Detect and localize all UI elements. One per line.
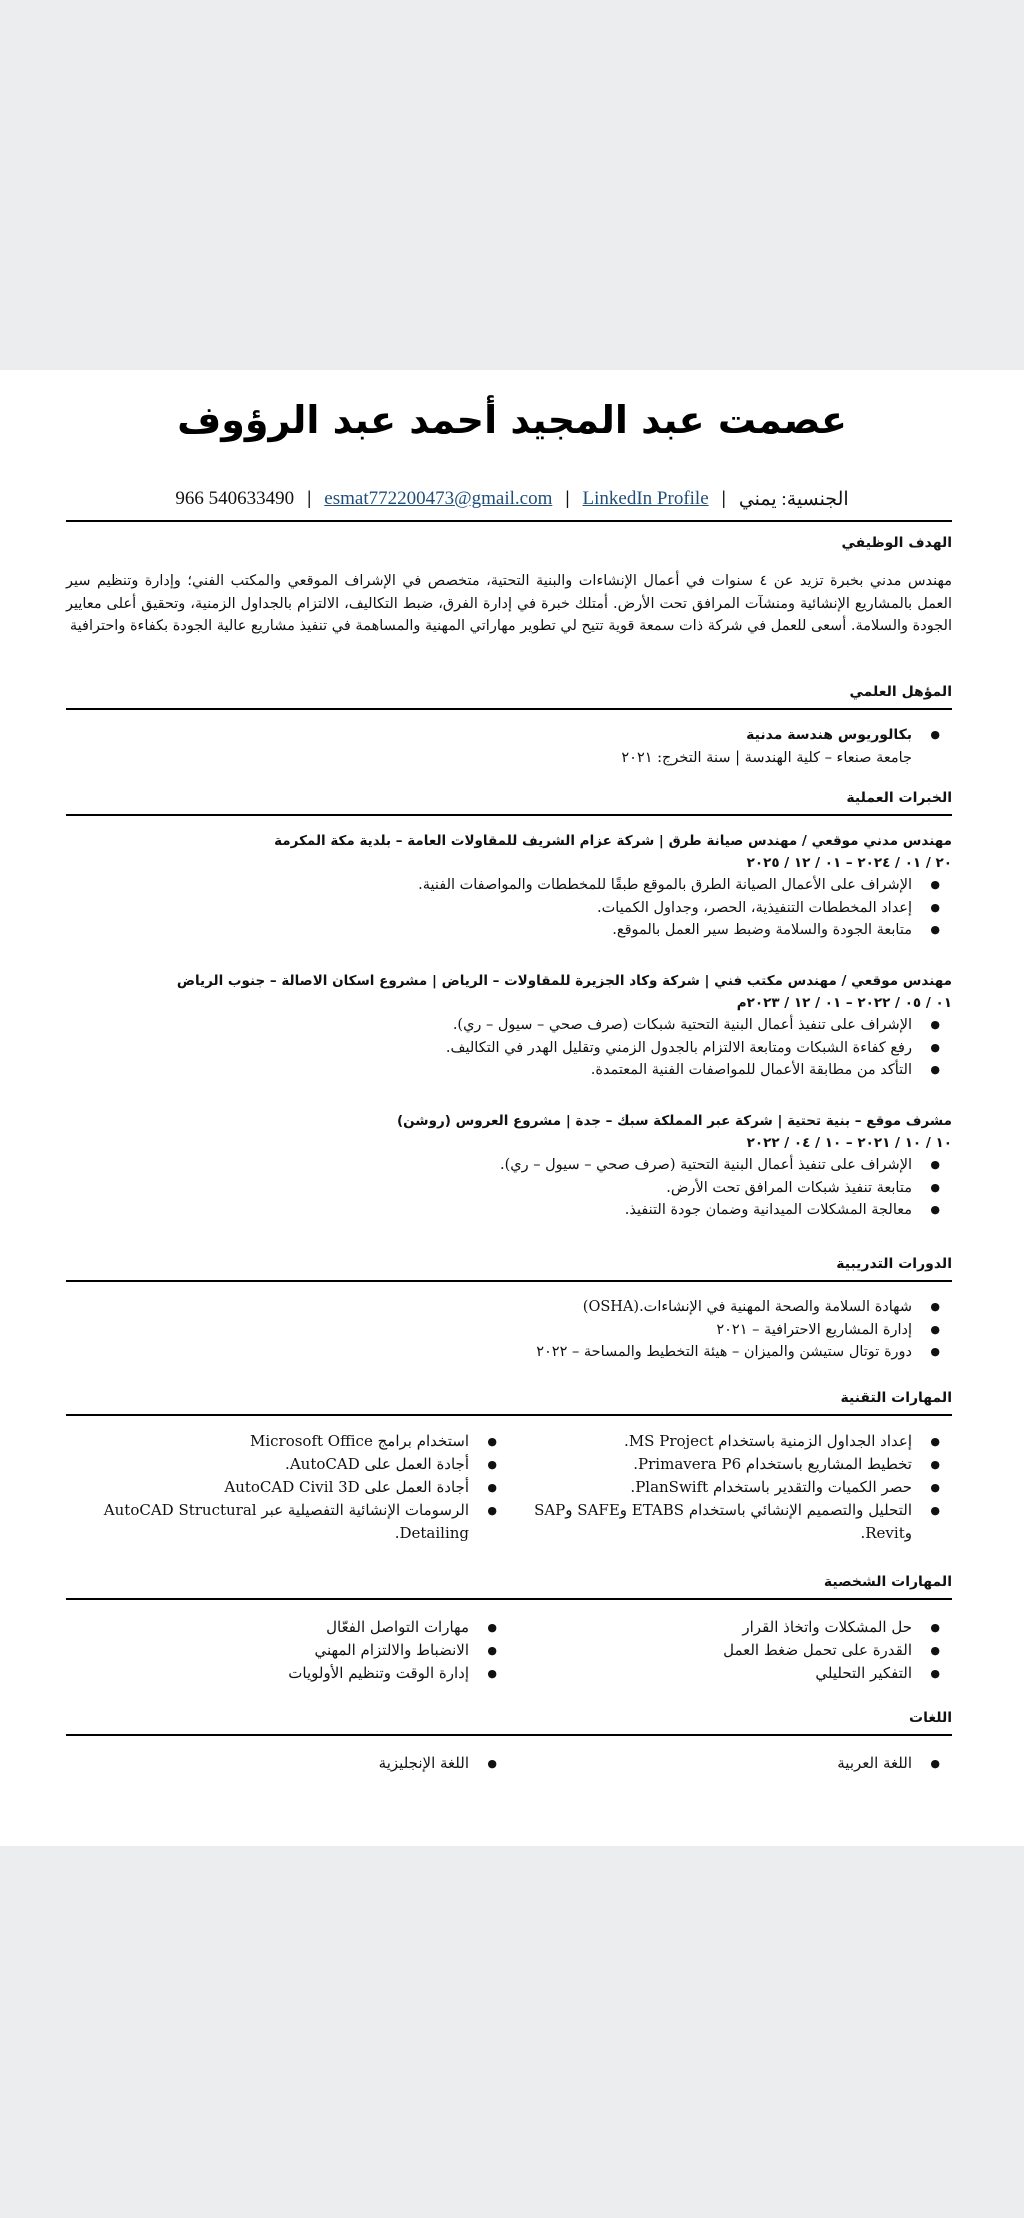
education-title: المؤهل العلمي <box>849 684 952 700</box>
degree: ● بكالوريوس هندسة مدنية <box>746 727 912 743</box>
list-item: ● معالجة المشكلات الميدانية وضمان جودة التنفيذ. <box>66 1199 952 1222</box>
phone-number: 966 540633490 <box>175 488 295 509</box>
list-item: ● دورة توتال ستيشن والميزان – هيئة التخطيط والمساحة – ٢٠٢٢ <box>66 1341 952 1364</box>
list-item: ● أجادة العمل على AutoCAD. <box>66 1453 509 1476</box>
list-item: ● متابعة تنفيذ شبكات المرافق تحت الأرض. <box>66 1177 952 1200</box>
languages <box>66 1752 952 1775</box>
technical-skills <box>66 1430 952 1545</box>
job-title: مهندس مدني موقعي / مهندس صيانة طرق | شركة عزام الشريف للمقاولات العامة – بلدية مكة المكرمة <box>274 833 952 849</box>
list-item <box>66 724 952 769</box>
list-item: ● إدارة الوقت وتنظيم الأولويات <box>66 1662 509 1685</box>
personal-skills <box>66 1616 952 1685</box>
list-item: ● استخدام برامج Microsoft Office <box>66 1430 509 1453</box>
divider <box>66 814 952 816</box>
summary-text: مهندس مدني بخبرة تزيد عن ٤ سنوات في أعمال الإنشاءات والبنية التحتية، متخصص في الإشراف الموقعي والمكتب الفني؛ وإدارة وتنظيم سير العمل بالمشاريع الإنشائية ومنشآت المرافق تحت الأرض. أمتلك خبرة في إدارة الفرق، ضبط التكاليف، الالتزام بالجداول الزمنية، وتحقيق أعلى معايير الجودة والسلامة. أسعى للعمل في شركة ذات سمعة قوية تتيح لي تطوير مهاراتي المهنية والمساهمة في تنفيذ مشاريع عالية الجودة بكفاءة واحترافية <box>66 573 952 634</box>
job-entry <box>66 970 952 1082</box>
job-title: مهندس موقعي / مهندس مكتب فني | شركة وكاد الجزيرة للمقاولات – الرياض | مشروع اسكان الاصالة – جنوب الرياض <box>176 973 952 989</box>
courses-title: الدورات التدريبية <box>836 1256 952 1272</box>
list-item: ● تخطيط المشاريع باستخدام Primavera P6. <box>509 1453 952 1476</box>
skills-column <box>509 1430 952 1545</box>
contact-line <box>68 484 956 514</box>
languages-title: اللغات <box>909 1710 952 1726</box>
job-title: مشرف موقع – بنية تحتية | شركة عبر المملكة سبك – جدة | مشروع العروس (روشن) <box>396 1113 952 1129</box>
list-item: ● الإشراف على تنفيذ أعمال البنية التحتية (صرف صحي – سيول – ري). <box>66 1154 952 1177</box>
nationality: الجنسية: يمني <box>738 488 849 510</box>
education-block <box>66 724 952 769</box>
experience-title: الخبرات العملية <box>846 790 952 806</box>
email-link[interactable]: esmat772200473@gmail.com <box>324 488 553 509</box>
list-item: ● إعداد المخططات التنفيذية، الحصر، وجداول الكميات. <box>66 897 952 920</box>
degree-details: جامعة صنعاء – كلية الهندسة | سنة التخرج: ٢٠٢١ <box>621 749 912 766</box>
list-item: ● التفكير التحليلي <box>509 1662 952 1685</box>
list-item: ● إعداد الجداول الزمنية باستخدام MS Project. <box>509 1430 952 1453</box>
languages-column <box>509 1752 952 1775</box>
list-item: ● التأكد من مطابقة الأعمال للمواصفات الفنية المعتمدة. <box>66 1059 952 1082</box>
languages-column <box>66 1752 509 1775</box>
divider <box>66 1414 952 1416</box>
job-dates: ١٠ / ١٠ / ٢٠٢١ – ١٠ / ٠٤ / ٢٠٢٢ <box>746 1135 952 1151</box>
list-item: ● الإشراف على تنفيذ أعمال البنية التحتية شبكات (صرف صحي – سيول – ري). <box>66 1014 952 1037</box>
divider <box>66 708 952 710</box>
list-item: ● القدرة على تحمل ضغط العمل <box>509 1639 952 1662</box>
list-item: ● حصر الكميات والتقدير باستخدام PlanSwift. <box>509 1476 952 1499</box>
summary-title: الهدف الوظيفي <box>841 535 952 551</box>
list-item: ● التحليل والتصميم الإنشائي باستخدام ETABS وSAFE وSAP وRevit. <box>509 1499 952 1545</box>
resume-page <box>0 370 1024 1846</box>
list-item: ● إدارة المشاريع الاحترافية – ٢٠٢١ <box>66 1319 952 1342</box>
list-item: ● شهادة السلامة والصحة المهنية في الإنشاءات.(OSHA) <box>66 1296 952 1319</box>
courses-list <box>66 1296 952 1364</box>
skills-column <box>66 1430 509 1545</box>
list-item: ● اللغة الإنجليزية <box>66 1752 509 1775</box>
separator: | <box>307 488 312 509</box>
candidate-name: عصمت عبد المجيد أحمد عبد الرؤوف <box>177 398 847 442</box>
list-item: ● الرسومات الإنشائية التفصيلية عبر AutoCAD Structural Detailing. <box>66 1499 509 1545</box>
divider <box>66 520 952 522</box>
list-item: ● رفع كفاءة الشبكات ومتابعة الالتزام بالجدول الزمني وتقليل الهدر في التكاليف. <box>66 1037 952 1060</box>
job-dates: ٢٠ / ٠١ / ٢٠٢٤ – ٠١ / ١٢ / ٢٠٢٥ <box>746 855 952 871</box>
job-entry <box>66 1110 952 1222</box>
list-item: ● أجادة العمل على AutoCAD Civil 3D <box>66 1476 509 1499</box>
list-item: ● حل المشكلات واتخاذ القرار <box>509 1616 952 1639</box>
skills-column <box>509 1616 952 1685</box>
divider <box>66 1598 952 1600</box>
skills-column <box>66 1616 509 1685</box>
separator: | <box>565 488 570 509</box>
list-item: ● اللغة العربية <box>509 1752 952 1775</box>
divider <box>66 1734 952 1736</box>
job-dates: ٠١ / ٠٥ / ٢٠٢٢ – ٠١ / ١٢ / ٢٠٢٣م <box>736 995 952 1011</box>
list-item: ● الإشراف على الأعمال الصيانة الطرق بالموقع طبقًا للمخططات والمواصفات الفنية. <box>66 874 952 897</box>
technical-skills-title: المهارات التقنية <box>840 1390 952 1406</box>
job-entry <box>66 830 952 942</box>
list-item: ● متابعة الجودة والسلامة وضبط سير العمل بالموقع. <box>66 919 952 942</box>
list-item: ● مهارات التواصل الفعّال <box>66 1616 509 1639</box>
linkedin-link[interactable]: LinkedIn Profile <box>582 488 709 509</box>
list-item: ● الانضباط والالتزام المهني <box>66 1639 509 1662</box>
separator: | <box>721 488 726 509</box>
divider <box>66 1280 952 1282</box>
personal-skills-title: المهارات الشخصية <box>823 1574 952 1590</box>
